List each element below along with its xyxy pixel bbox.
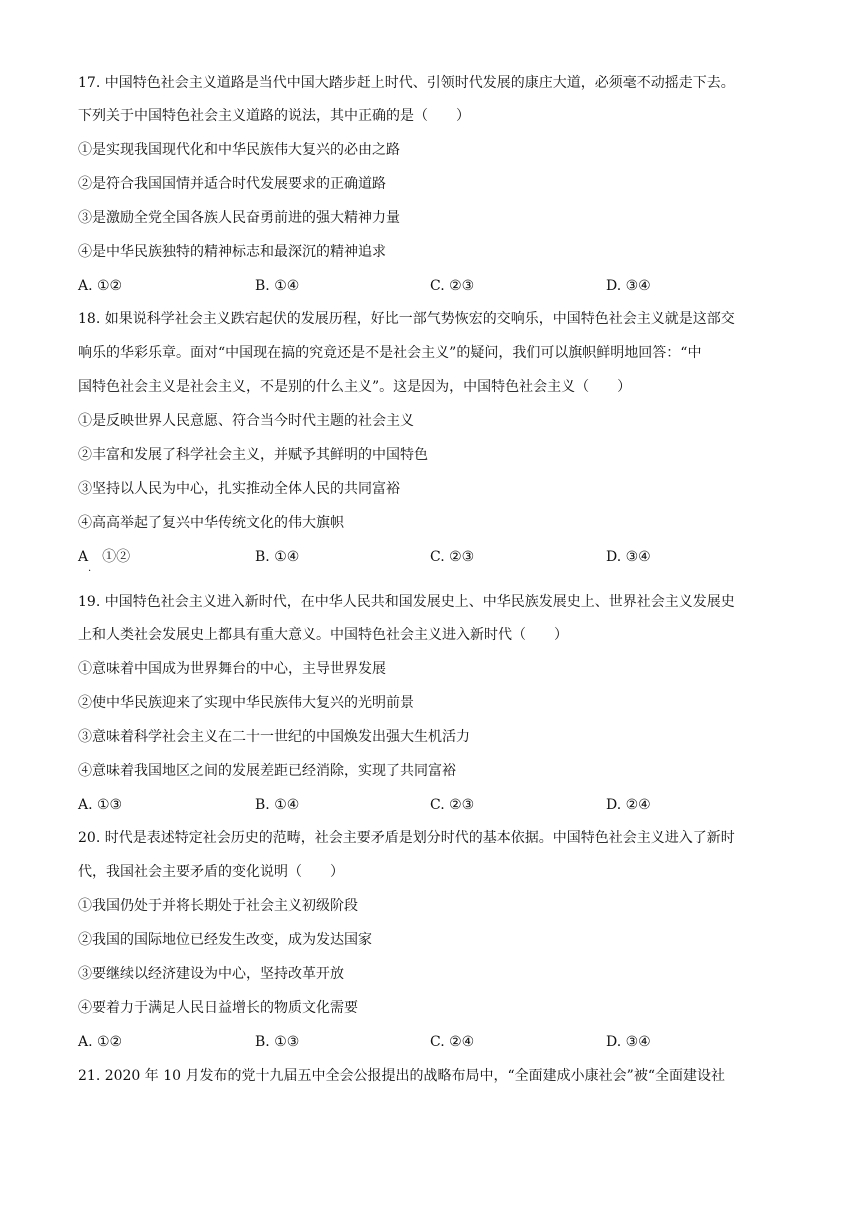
question-20-option-a: A. ①② <box>78 1034 123 1050</box>
question-18-stem-line-2: 响乐的华彩乐章。面对“中国现在搞的究竟还是不是社会主义”的疑问，我们可以旗帜鲜明地回答：“中 <box>78 345 702 361</box>
question-17-item-3: ③是激励全党全国各族人民奋勇前进的强大精神力量 <box>78 210 400 226</box>
question-20-stem-line-1: 20. 时代是表述特定社会历史的范畴，社会主要矛盾是划分时代的基本依据。中国特色社会主义进入了新时 <box>78 830 735 846</box>
question-20-item-4: ④要着力于满足人民日益增长的物质文化需要 <box>78 1000 358 1016</box>
question-18-item-4: ④高高举起了复兴中华传统文化的伟大旗帜 <box>78 515 344 531</box>
question-19-stem-line-1: 19. 中国特色社会主义进入新时代，在中华人民共和国发展史上、中华民族发展史上、世界社会主义发展史 <box>78 594 735 610</box>
question-19-item-4: ④意味着我国地区之间的发展差距已经消除，实现了共同富裕 <box>78 763 456 779</box>
question-18-option-b: B. ①④ <box>255 549 300 565</box>
question-19-options <box>78 795 798 815</box>
question-18-options <box>78 547 798 574</box>
question-19-option-c: C. ②③ <box>430 797 475 813</box>
question-17-item-2: ②是符合我国国情并适合时代发展要求的正确道路 <box>78 176 386 192</box>
question-19-stem-line-2: 上和人类社会发展史上都具有重大意义。中国特色社会主义进入新时代（ ） <box>78 627 568 643</box>
question-18-option-c: C. ②③ <box>430 549 475 565</box>
question-19-item-3: ③意味着科学社会主义在二十一世纪的中国焕发出强大生机活力 <box>78 729 470 745</box>
question-18-stem-line-3: 国特色社会主义是社会主义，不是别的什么主义”。这是因为，中国特色社会主义（ ） <box>78 379 632 395</box>
question-17-stem-line-1: 17. 中国特色社会主义道路是当代中国大踏步赶上时代、引领时代发展的康庄大道，必须毫不动摇走下去。 <box>78 75 735 91</box>
question-17-options <box>78 276 798 296</box>
question-17-option-c: C. ②③ <box>430 278 475 294</box>
question-20-options <box>78 1032 798 1052</box>
question-19-option-a: A. ①③ <box>78 797 123 813</box>
question-17-stem-line-2: 下列关于中国特色社会主义道路的说法，其中正确的是（ ） <box>78 108 470 124</box>
question-19-item-1: ①意味着中国成为世界舞台的中心，主导世界发展 <box>78 661 386 677</box>
question-19-option-b: B. ①④ <box>255 797 300 813</box>
question-18-option-a: A ①② <box>78 549 131 565</box>
question-20-item-1: ①我国仍处于并将长期处于社会主义初级阶段 <box>78 898 358 914</box>
question-18-item-1: ①是反映世界人民意愿、符合当今时代主题的社会主义 <box>78 413 414 429</box>
question-18-item-3: ③坚持以人民为中心，扎实推动全体人民的共同富裕 <box>78 481 400 497</box>
question-21-stem-line-1: 21. 2020 年 10 月发布的党十九届五中全会公报提出的战略布局中，“全面建成小康社会”被“全面建设社 <box>78 1068 725 1084</box>
question-19-item-2: ②使中华民族迎来了实现中华民族伟大复兴的光明前景 <box>78 695 414 711</box>
question-20-option-d: D. ③④ <box>606 1034 651 1050</box>
question-17-option-d: D. ③④ <box>606 278 651 294</box>
question-17-option-a: A. ①② <box>78 278 123 294</box>
question-18-item-2: ②丰富和发展了科学社会主义，并赋予其鲜明的中国特色 <box>78 447 428 463</box>
question-20-stem-line-2: 代，我国社会主要矛盾的变化说明（ ） <box>78 864 344 880</box>
question-17-item-4: ④是中华民族独特的精神标志和最深沉的精神追求 <box>78 244 386 260</box>
question-17-item-1: ①是实现我国现代化和中华民族伟大复兴的必由之路 <box>78 142 400 158</box>
question-20-option-c: C. ②④ <box>430 1034 475 1050</box>
question-20-item-3: ③要继续以经济建设为中心，坚持改革开放 <box>78 966 344 982</box>
question-17-option-b: B. ①④ <box>255 278 300 294</box>
question-18-option-d: D. ③④ <box>606 549 651 565</box>
question-20-item-2: ②我国的国际地位已经发生改变，成为发达国家 <box>78 932 372 948</box>
stray-dot-mark: . <box>88 563 92 574</box>
question-19-option-d: D. ②④ <box>606 797 651 813</box>
question-18-stem-line-1: 18. 如果说科学社会主义跌宕起伏的发展历程，好比一部气势恢宏的交响乐，中国特色社会主义就是这部交 <box>78 311 735 327</box>
question-20-option-b: B. ①③ <box>255 1034 300 1050</box>
